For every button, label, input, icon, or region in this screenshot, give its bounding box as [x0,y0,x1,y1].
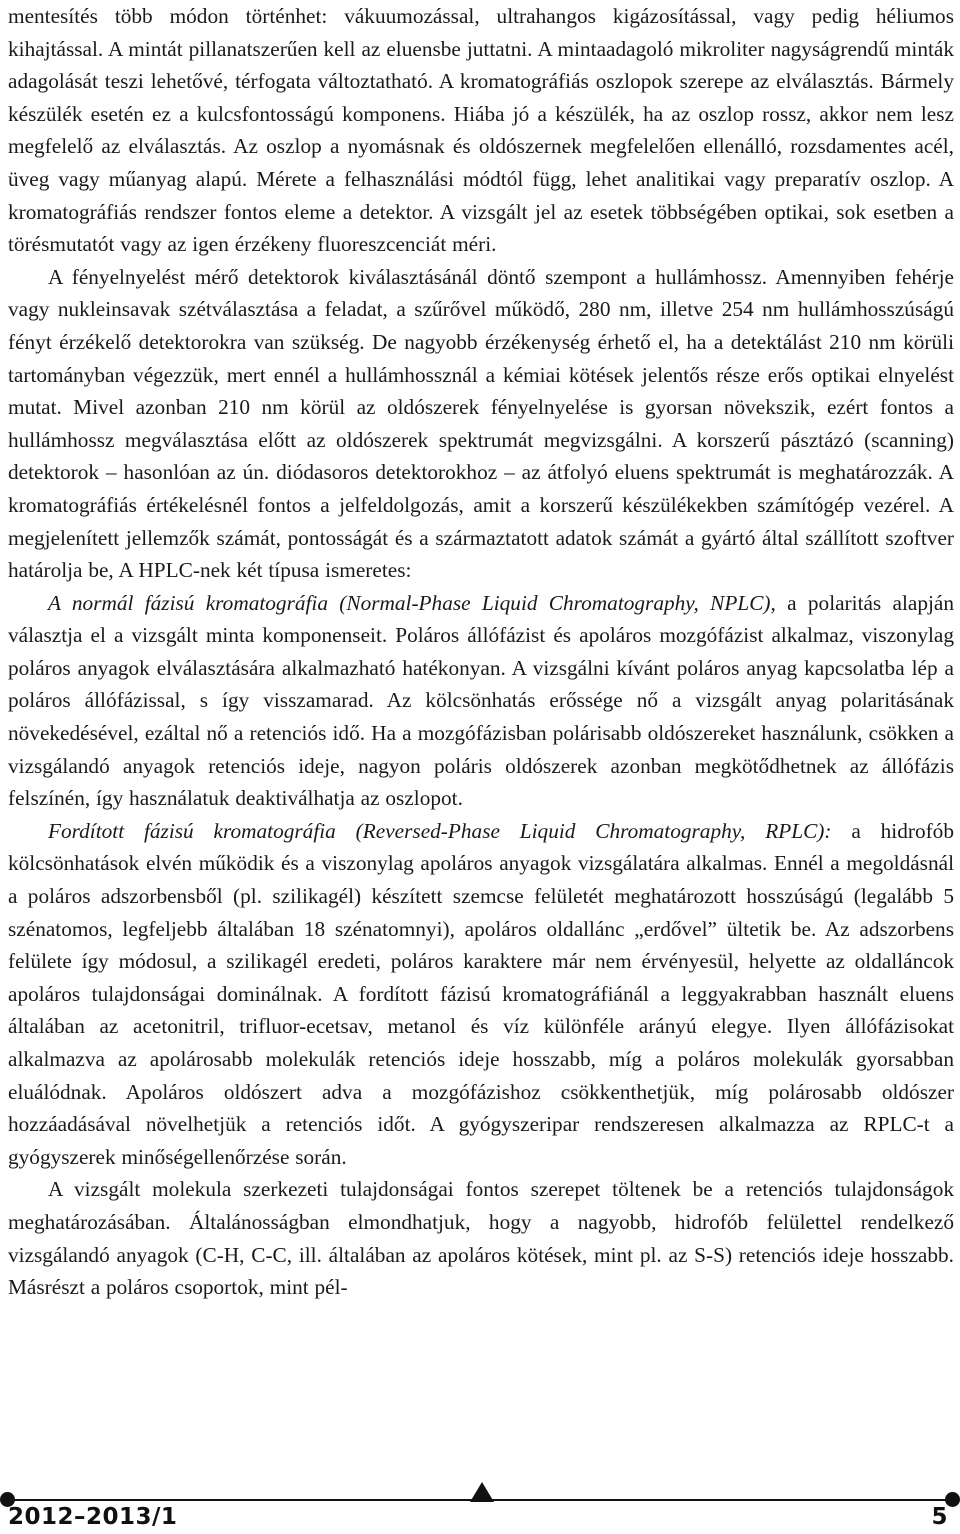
paragraph-4-text: a hidrofób kölcsönhatások elvén működik és a viszonylag apoláros anyagok vizsgálatára alkalmas. Ennél a megoldásnál a poláros adszorbensből (pl. szilikagél) készített szemcse felületét meghatározott hosszúságú (legalább 5 szénatomos, legfeljebb általában 18 szénatomnyi), apoláros oldallánc „erdővel” ültetik be. Az adszorbens felülete így módosul, a szilikagél eredeti, poláros karaktere már nem érvényesül, helyette az oldalláncok apoláros tulajdonságai dominálnak. A fordított fázisú kromatográfiánál a leggyakrabban használt eluens általában az acetonitril, trifluor-ecetsav, metanol és víz különféle arányú elegye. Ilyen állófázisokat alkalmazva az apolárosabb molekulák retenciós ideje hosszabb, míg a poláros molekulák gyorsabban eluálódnak. Apoláros oldószert adva a mozgófázishoz csökkenthetjük, míg polárosabb oldószer hozzáadásával növelhetjük a retenciós időt. A gyógyszeripar rendszeresen alkalmazza az RPLC-t a gyógyszerek minőségellenőrzése során. [8,818,954,1169]
paragraph-2: A fényelnyelést mérő detektorok kiválasztásánál döntő szempont a hullámhossz. Amennyiben fehérje vagy nukleinsavak szétválasztása a feladat, a szűrővel működő, 280 nm, illetve 254 nm hullámhosszúságú fényt érzékelő detektorokra van szükség. De nagyobb érzékenység érhető el, ha a detektálást 210 nm körüli tartományban végezzük, mert ennél a hullámhossznál a kémiai kötések jelentős része erős optikai elnyelést mutat. Mivel azonban 210 nm körül az oldószerek fényelnyelése is gyorsan növekszik, ezért fontos a hullámhossz megválasztása előtt az oldószerek spektrumát megvizsgálni. A korszerű pásztázó (scanning) detektorok – hasonlóan az ún. diódasoros detektorokhoz – az átfolyó eluens spektrumát is meghatározzák. A kromatográfiás értékelésnél fontos a jelfeldolgozás, amit a korszerű készülékekben számítógép vezérel. A megjelenített jellemzők számát, pontosságát és a származtatott adatok számát a gyártó által szállított szoftver határolja be, A HPLC-nek két típusa ismeretes: [8,264,954,583]
body-text [8,0,954,1304]
paragraph-3-text: a polaritás alapján választja el a vizsgált minta komponenseit. Poláros állófázist és apoláros mozgófázist alkalmaz, viszonylag poláros anyagok elválasztására alkalmazható hatékonyan. A vizsgálni kívánt poláros anyag kapcsolatba lép a poláros állófázissal, s így visszamarad. Az kölcsönhatás erőssége nő a vizsgált anyag polaritásának növekedésével, ezáltal nő a retenciós idő. Ha a mozgófázisban polárisabb oldószereket használunk, csökken a vizsgálandó anyagok retenciós ideje, nagyon poláris oldószerek azonban megkötődhetnek az állófázis felszínén, így használatuk deaktiválhatja az oszlopot. [8,590,955,811]
paragraph-1: mentesítés több módon történhet: vákuumozással, ultrahangos kigázosítással, vagy pedig héliumos kihajtással. A mintát pillanatszerűen kell az eluensbe juttatni. A mintaadagoló mikroliter nagyságrendű minták adagolását teszi lehetővé, térfogata változtatható. A kromatográfiás oszlopok szerepe az elválasztás. Bármely készülék esetén ez a kulcsfontosságú komponens. Hiába jó a készülék, ha az oszlop rossz, akkor nem lesz megfelelő az elválasztás. Az oszlop a nyomásnak és oldószernek megfelelően ellenálló, rozsdamentes acél, üveg vagy műanyag alapú. Mérete a felhasználási módtól függ, lehet analitikai vagy preparatív oszlop. A kromatográfiás rendszer fontos eleme a detektor. A vizsgált jel az esetek többségében optikai, sok esetben a törésmutatót vagy az igen érzékeny fluoreszcenciát méri. [8,4,954,257]
page-footer [0,1480,960,1534]
paragraph-4 [8,815,954,1174]
nplc-term: A normál fázisú kromatográfia (Normal-Phase Liquid Chromatography, NPLC), [48,590,776,615]
paragraph-5: A vizsgált molekula szerkezeti tulajdonságai fontos szerepet töltenek be a retenciós tulajdonságok meghatározásában. Általánosságban elmondhatjuk, hogy a nagyobb, hidrofób felülettel rendelkező vizsgálandó anyagok (C-H, C-C, ill. általában az apoláros kötések, mint pl. az S-S) retenciós ideje hosszabb. Másrészt a poláros csoportok, mint pél- [8,1177,954,1300]
issue-label: 2012–2013/1 [8,1504,178,1530]
rplc-term: Fordított fázisú kromatográfia (Reversed-Phase Liquid Chromatography, RPLC): [48,818,832,843]
triangle-icon [470,1482,494,1502]
paragraph-3 [8,587,954,815]
page-number: 5 [931,1504,948,1530]
